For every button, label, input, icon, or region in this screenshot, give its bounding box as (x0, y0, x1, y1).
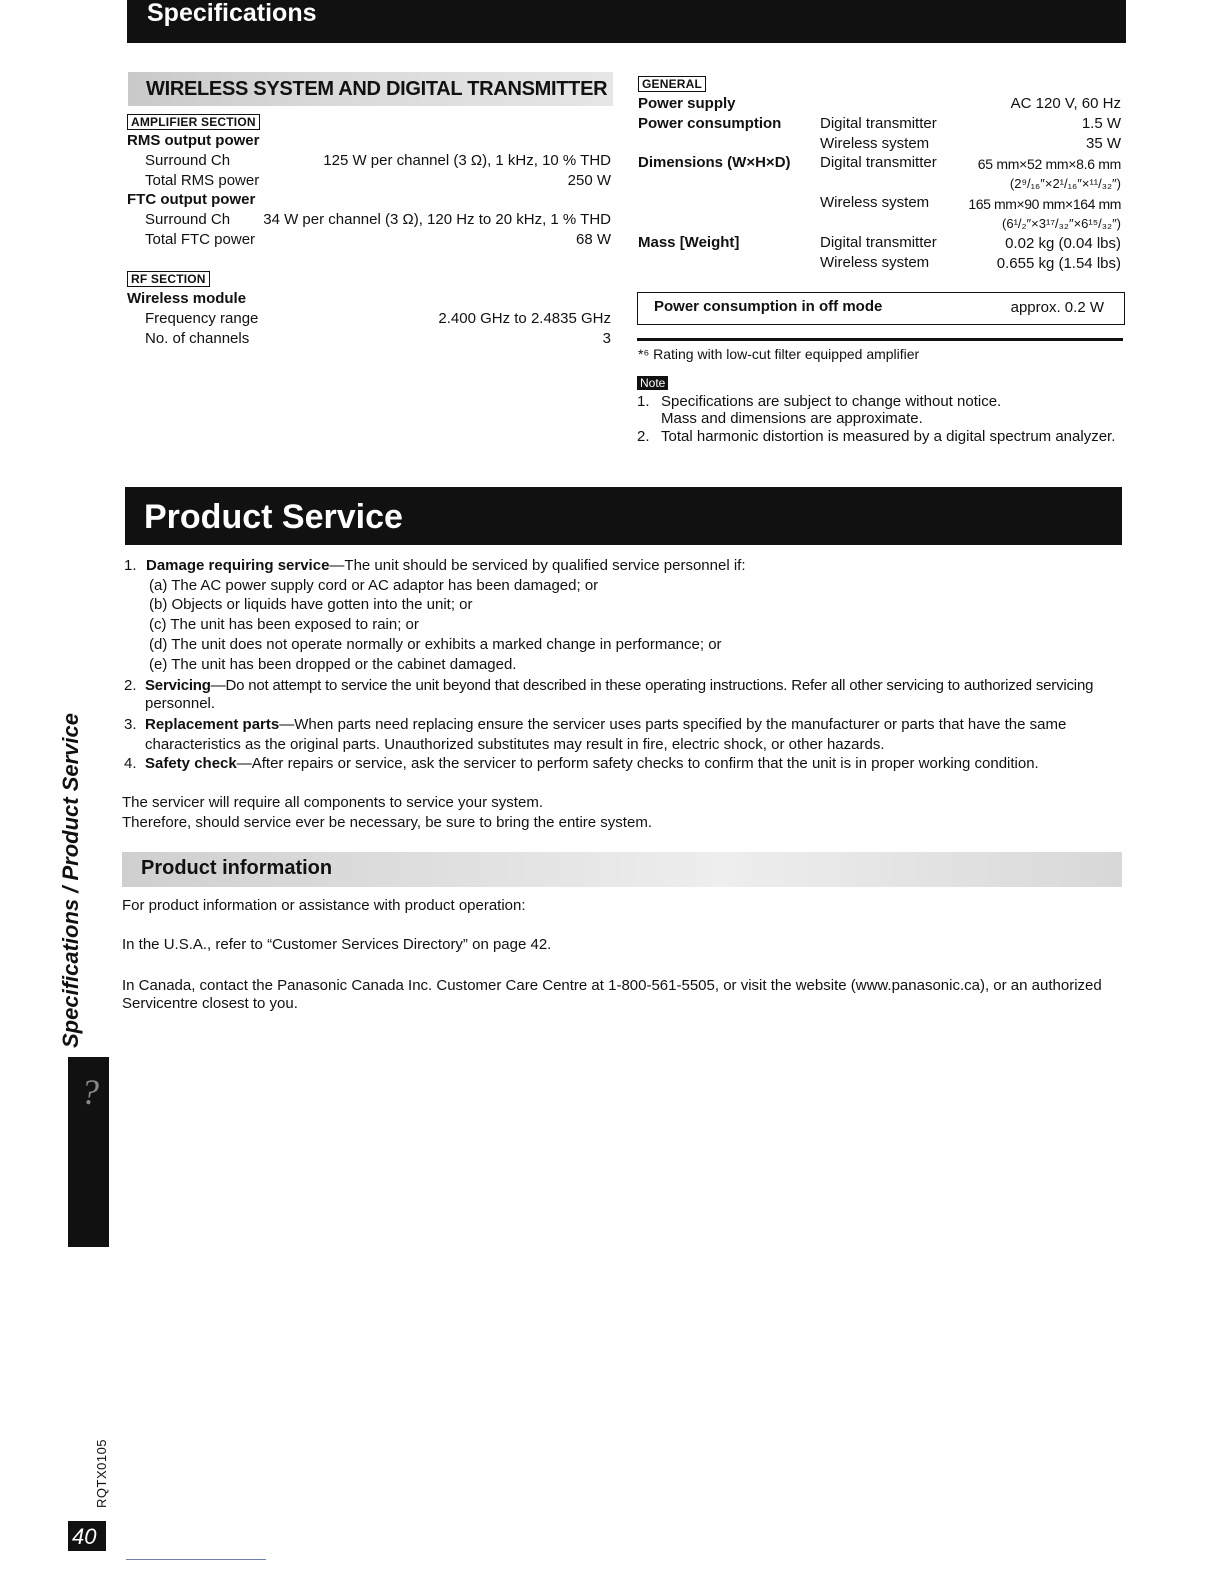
wireless-module-title: Wireless module (127, 290, 247, 307)
channels-label: No. of channels (145, 330, 250, 347)
sidebar-tab (68, 1057, 109, 1247)
service-item-1d: (d) The unit does not operate normally or exhibits a marked change in performance; or (149, 636, 722, 653)
page-number: 40 (72, 1524, 97, 1549)
off-mode-value: approx. 0.2 W (1010, 299, 1104, 316)
footer-rule (126, 1559, 266, 1560)
ftc-surround-label: Surround Ch (145, 211, 231, 228)
product-information-title: Product information (141, 857, 333, 879)
service-item-3: Replacement parts—When parts need replacing ensure the servicer uses parts specified by the manufacturer or parts that have the same (145, 716, 1067, 733)
service-item-2-cont: personnel. (145, 695, 216, 712)
page-number-badge (68, 1521, 106, 1551)
note-item2-number: 2. (637, 428, 650, 445)
note-item1-line1: Specifications are subject to change without notice. (661, 393, 1002, 410)
off-mode-label: Power consumption in off mode (654, 298, 883, 315)
sidebar-section-label: Specifications / Product Service (58, 712, 83, 1048)
service-item-2: Servicing—Do not attempt to service the unit beyond that described in these operating instructions. Refer all other servicing to authorized servicing (145, 677, 1094, 694)
total-rms-value: 250 W (567, 172, 611, 189)
prodinfo-line2: In the U.S.A., refer to “Customer Services Directory” on page 42. (122, 936, 552, 953)
service-item-1: Damage requiring service—The unit should be serviced by qualified service personnel if: (146, 557, 746, 574)
service-para-line1: The servicer will require all components to service your system. (122, 794, 543, 811)
note-tag: Note (637, 376, 668, 390)
rms-surround-value: 125 W per channel (3 Ω), 1 kHz, 10 % THD (323, 152, 611, 169)
power-supply-label: Power supply (638, 95, 736, 112)
dim-dt-label: Digital transmitter (820, 154, 937, 171)
note-item1-number: 1. (637, 393, 650, 410)
mass-dt-label: Digital transmitter (820, 234, 937, 251)
dim-dt-in: (2⁹/₁₆″×2¹/₁₆″×¹¹/₃₂″) (1009, 176, 1121, 191)
question-mark-icon: ? (81, 1072, 99, 1112)
power-supply-value: AC 120 V, 60 Hz (1010, 95, 1121, 112)
amplifier-section-tag: AMPLIFIER SECTION (127, 114, 260, 130)
prodinfo-line1: For product information or assistance with product operation: (122, 897, 526, 914)
note-item2: Total harmonic distortion is measured by a digital spectrum analyzer. (661, 428, 1116, 445)
total-ftc-value: 68 W (575, 231, 611, 248)
frequency-range-value: 2.400 GHz to 2.4835 GHz (438, 310, 611, 327)
service-item-4-number: 4. (124, 755, 137, 772)
ftc-output-title: FTC output power (127, 191, 256, 208)
total-rms-label: Total RMS power (145, 172, 260, 189)
service-item-1b: (b) Objects or liquids have gotten into the unit; or (149, 596, 473, 613)
general-section-tag: GENERAL (638, 76, 706, 92)
prodinfo-line3b: Servicentre closest to you. (122, 995, 298, 1012)
product-service-title: Product Service (144, 498, 403, 536)
service-item-3-cont: characteristics as the original parts. Unauthorized substitutes may result in fire, electric shock, or other hazards. (145, 736, 885, 753)
mass-ws-label: Wireless system (820, 254, 930, 271)
service-item-4: Safety check—After repairs or service, ask the servicer to perform safety checks to confirm that the unit is in proper working condition. (145, 755, 1039, 772)
consumption-ws-label: Wireless system (820, 135, 930, 152)
product-information-banner (122, 852, 1122, 887)
rms-surround-label: Surround Ch (145, 152, 231, 169)
mass-ws-value: 0.655 kg (1.54 lbs) (996, 255, 1121, 272)
service-item-2-number: 2. (124, 677, 137, 694)
note-item1-line2: Mass and dimensions are approximate. (661, 410, 923, 427)
channels-value: 3 (602, 330, 611, 347)
rms-output-title: RMS output power (127, 132, 260, 149)
specifications-header (127, 0, 1126, 43)
service-item-3-number: 3. (124, 716, 137, 733)
total-ftc-label: Total FTC power (145, 231, 256, 248)
service-item-1-number: 1. (124, 557, 137, 574)
dim-ws-in: (6¹/₂″×3¹⁷/₃₂″×6¹⁵/₃₂″) (1002, 216, 1121, 231)
power-consumption-label: Power consumption (638, 115, 782, 132)
footnote: *⁶ Rating with low-cut filter equipped amplifier (638, 346, 920, 362)
mass-dt-value: 0.02 kg (0.04 lbs) (1005, 235, 1121, 252)
prodinfo-line3a: In Canada, contact the Panasonic Canada Inc. Customer Care Centre at 1-800-561-5505, or visit the website (www.panasonic.ca), or an authorized (122, 977, 1102, 994)
consumption-ws-value: 35 W (1085, 135, 1121, 152)
dimensions-label: Dimensions (W×H×D) (638, 154, 791, 171)
service-para-line2: Therefore, should service ever be necessary, be sure to bring the entire system. (122, 814, 652, 831)
service-item-1a: (a) The AC power supply cord or AC adaptor has been damaged; or (149, 577, 599, 594)
consumption-dt-label: Digital transmitter (820, 115, 937, 132)
off-mode-box (637, 292, 1125, 325)
wireless-section-banner (128, 72, 613, 106)
service-item-1c: (c) The unit has been exposed to rain; or (149, 616, 419, 633)
dim-ws-label: Wireless system (820, 194, 930, 211)
specifications-title: Specifications (147, 0, 317, 27)
service-item-1e: (e) The unit has been dropped or the cabinet damaged. (149, 656, 517, 673)
rf-section-tag: RF SECTION (127, 271, 210, 287)
dim-ws-mm: 165 mm×90 mm×164 mm (968, 196, 1121, 212)
product-service-header (125, 487, 1122, 545)
consumption-dt-value: 1.5 W (1081, 115, 1121, 132)
wireless-section-title: WIRELESS SYSTEM AND DIGITAL TRANSMITTER (146, 78, 608, 100)
ftc-surround-value: 34 W per channel (3 Ω), 120 Hz to 20 kHz, 1 % THD (263, 211, 611, 228)
frequency-range-label: Frequency range (145, 310, 259, 327)
dim-dt-mm: 65 mm×52 mm×8.6 mm (977, 156, 1121, 172)
mass-label: Mass [Weight] (638, 234, 740, 251)
document-code: RQTX0105 (94, 1438, 109, 1508)
divider (637, 338, 1123, 341)
